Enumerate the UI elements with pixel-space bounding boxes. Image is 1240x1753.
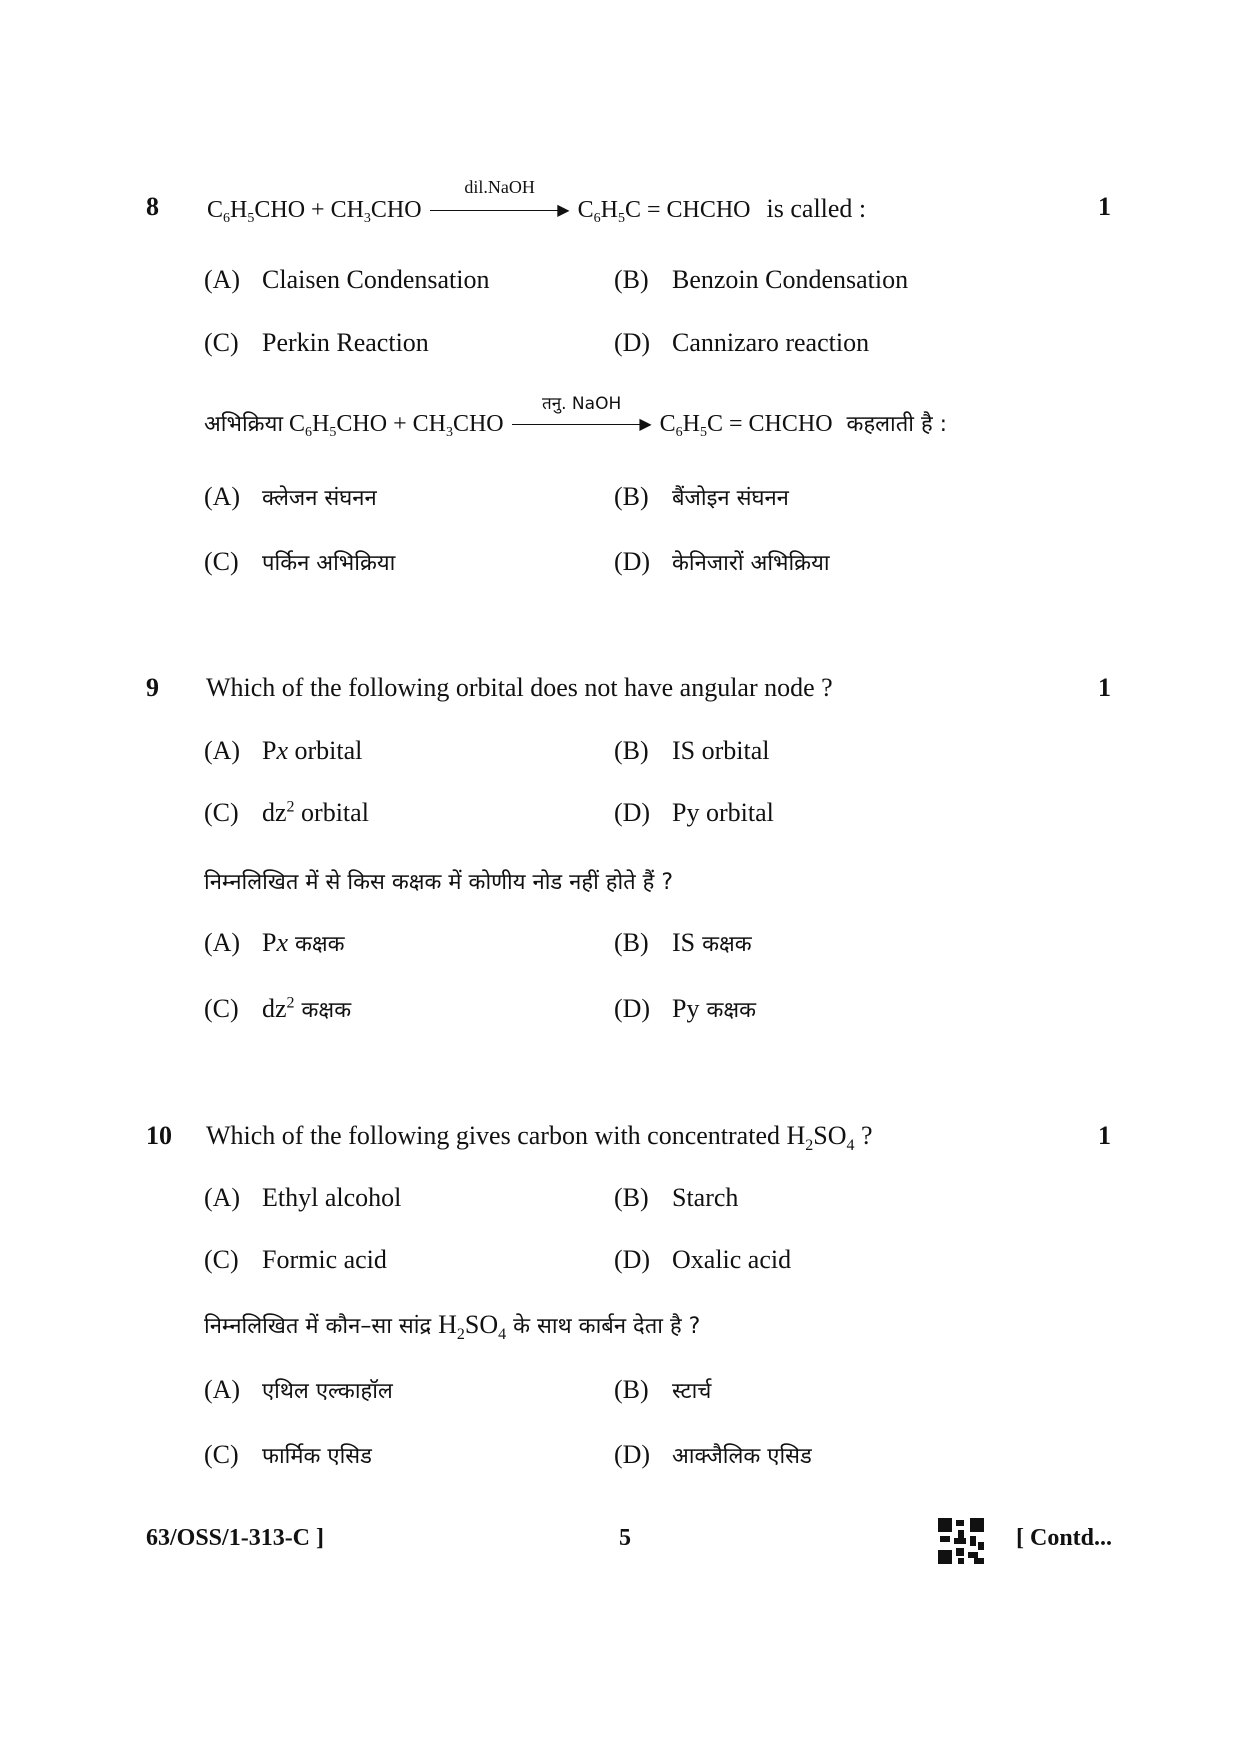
question-number: 9 — [146, 673, 159, 702]
question-number: 10 — [146, 1121, 172, 1150]
option-b[interactable]: (B) Starch — [614, 1183, 739, 1212]
option-a-hindi[interactable]: (A) Px कक्षक — [204, 928, 345, 957]
option-c[interactable]: (C) Formic acid — [204, 1245, 387, 1274]
paper-code: 63/OSS/1-313-C ] — [146, 1525, 325, 1551]
question-text-hindi: निम्नलिखित में कौन–सा सांद्र $H_2SO_4$ के साथ कार्बन देता है ? — [204, 1310, 701, 1343]
qr-code-icon — [938, 1518, 984, 1564]
reaction-equation-hindi: अभिक्रिया $C_6H_5CHO + CH_3CHO$ तनु. NaOH ▶ $C_6H_5C$ = CHCHO कहलाती है : — [204, 408, 947, 441]
option-c-hindi[interactable]: (C) $dz^2$ कक्षक — [204, 994, 352, 1023]
option-a-hindi[interactable]: (A) क्लेजन संघनन — [204, 482, 377, 511]
option-c-hindi[interactable]: (C) फार्मिक एसिड — [204, 1440, 372, 1469]
option-a-hindi[interactable]: (A) एथिल एल्काहॉल — [204, 1375, 393, 1404]
option-b-hindi[interactable]: (B) बैंजोइन संघनन — [614, 482, 789, 511]
marks: 1 — [1098, 1121, 1111, 1150]
option-c-hindi[interactable]: (C) पर्किन अभिक्रिया — [204, 547, 396, 576]
option-c[interactable]: (C) Perkin Reaction — [204, 328, 429, 357]
reaction-equation: $C_6H_5CHO + CH_3CHO$ dil.NaOH ▶ $C_6H_5C$ = CHCHO is called : — [207, 177, 867, 226]
option-d-hindi[interactable]: (D) Py कक्षक — [614, 994, 757, 1023]
option-b-hindi[interactable]: (B) स्टार्च — [614, 1375, 712, 1404]
option-d[interactable]: (D) Oxalic acid — [614, 1245, 792, 1274]
question-text-hindi: निम्नलिखित में से किस कक्षक में कोणीय नोड नहीं होते हैं ? — [204, 870, 674, 895]
option-b[interactable]: (B) IS orbital — [614, 736, 770, 765]
question-text: Which of the following gives carbon with concentrated $H_2SO_4$ ? — [206, 1121, 873, 1154]
continued-label: [ Contd... — [1016, 1525, 1113, 1551]
reaction-arrow: तनु. NaOH ▶ — [512, 413, 652, 437]
question-number: 8 — [146, 192, 159, 221]
option-b[interactable]: (B) Benzoin Condensation — [614, 265, 909, 294]
option-d[interactable]: (D) Cannizaro reaction — [614, 328, 870, 357]
marks: 1 — [1098, 673, 1111, 702]
reaction-condition: तनु. NaOH — [542, 394, 622, 415]
option-b-hindi[interactable]: (B) IS कक्षक — [614, 928, 752, 957]
reaction-condition: dil.NaOH — [464, 177, 535, 198]
option-d[interactable]: (D) Py orbital — [614, 798, 774, 827]
reaction-arrow: dil.NaOH ▶ — [430, 199, 570, 223]
marks: 1 — [1098, 192, 1111, 221]
option-d-hindi[interactable]: (D) केनिजारों अभिक्रिया — [614, 547, 830, 576]
option-a[interactable]: (A) Claisen Condensation — [204, 265, 490, 294]
option-d-hindi[interactable]: (D) आक्जैलिक एसिड — [614, 1440, 812, 1469]
page-number: 5 — [619, 1525, 631, 1551]
option-c[interactable]: (C) $dz^2$ orbital — [204, 798, 369, 827]
option-a[interactable]: (A) Px orbital — [204, 736, 363, 765]
option-a[interactable]: (A) Ethyl alcohol — [204, 1183, 402, 1212]
question-text: Which of the following orbital does not have angular node ? — [206, 673, 833, 702]
